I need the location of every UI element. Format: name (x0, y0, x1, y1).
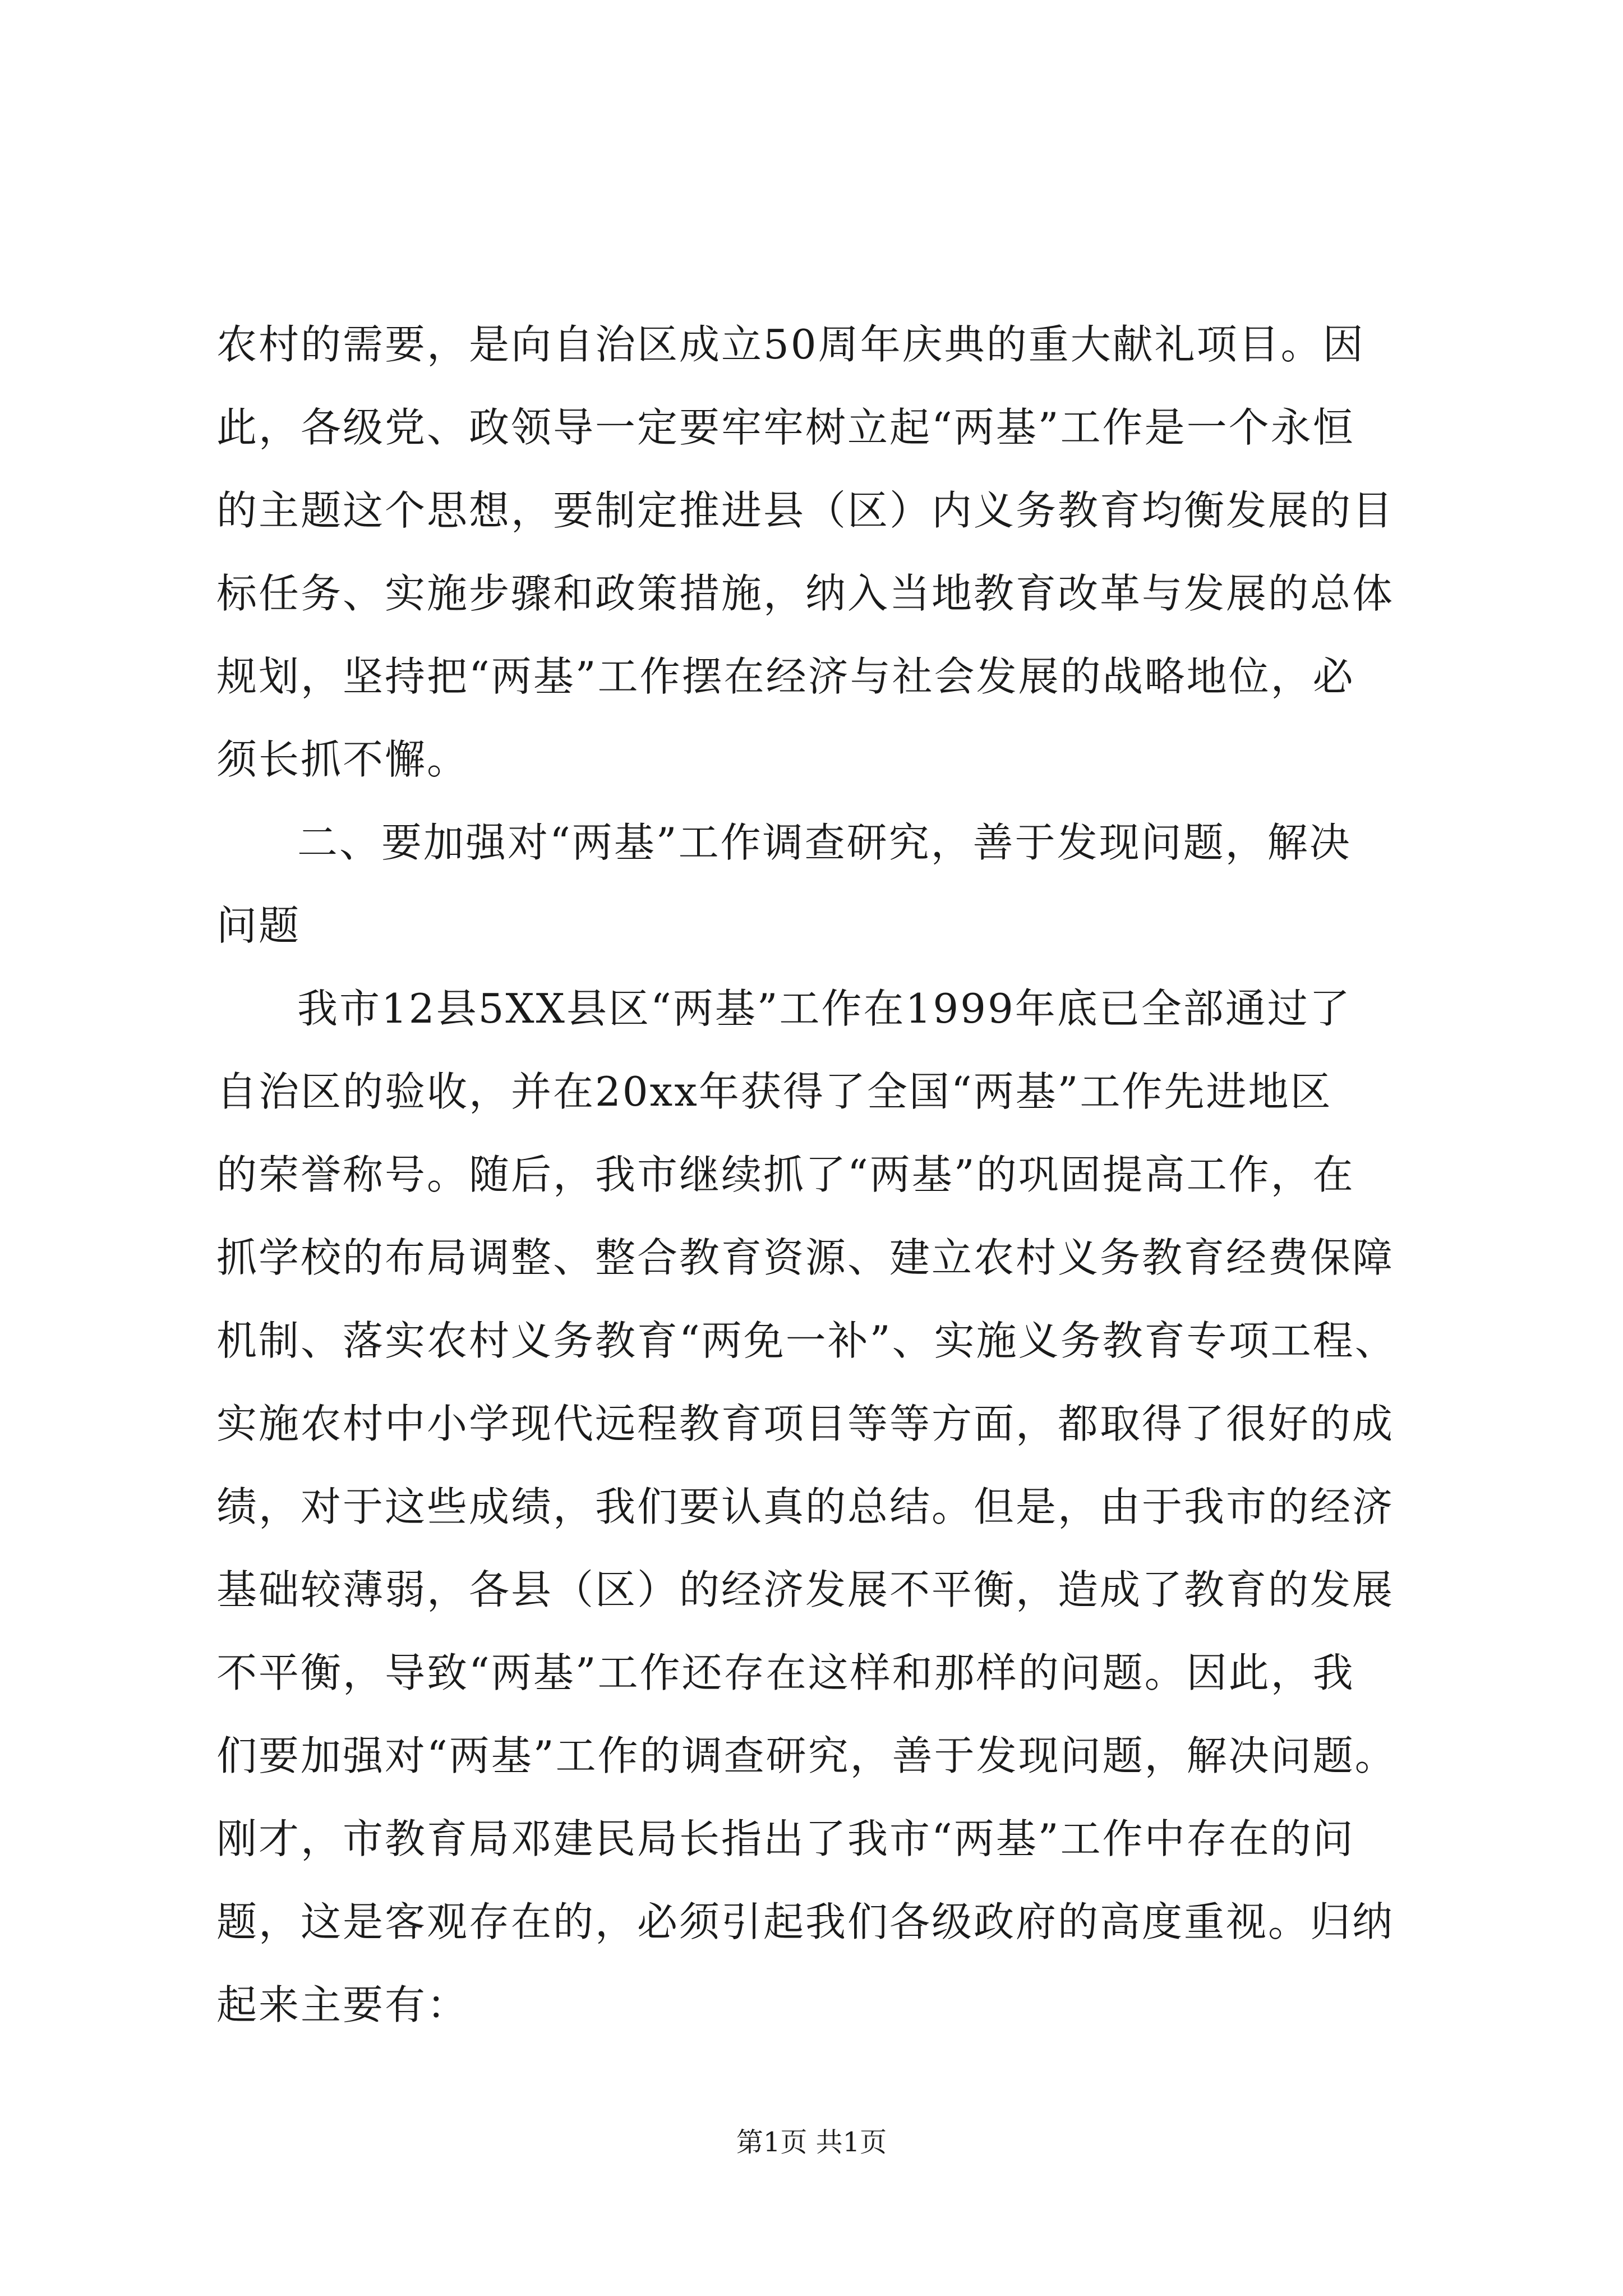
text-line: 起来主要有： (216, 1981, 469, 2028)
text-line: 的主题这个思想，要制定推进县（区）内义务教育均衡发展的目 (216, 487, 1395, 534)
text-line: 农村的需要，是向自治区成立50周年庆典的重大献礼项目。因 (216, 321, 1365, 368)
text-line: 题，这是客观存在的，必须引起我们各级政府的高度重视。归纳 (216, 1898, 1395, 1945)
text-line: 基础较薄弱，各县（区）的经济发展不平衡，造成了教育的发展 (216, 1566, 1395, 1613)
text-line: 标任务、实施步骤和政策措施，纳入当地教育改革与发展的总体 (216, 570, 1395, 617)
text-line: 不平衡，导致“两基”工作还存在这样和那样的问题。因此，我 (216, 1649, 1355, 1696)
text-line: 我市12县5XX县区“两基”工作在1999年底已全部通过了 (297, 985, 1352, 1032)
text-line: 绩，对于这些成绩，我们要认真的总结。但是，由于我市的经济 (216, 1483, 1395, 1530)
text-line: 问题 (216, 902, 301, 949)
text-line: 规划，坚持把“两基”工作摆在经济与社会发展的战略地位，必 (216, 653, 1355, 700)
text-line: 二、要加强对“两基”工作调查研究，善于发现问题，解决 (297, 819, 1352, 866)
text-line: 自治区的验收，并在20xx年获得了全国“两基”工作先进地区 (216, 1068, 1332, 1115)
text-line: 须长抓不懈。 (216, 736, 469, 783)
text-line: 的荣誉称号。随后，我市继续抓了“两基”的巩固提高工作，在 (216, 1151, 1355, 1198)
text-line: 机制、落实农村义务教育“两免一补”、实施义务教育专项工程、 (216, 1317, 1397, 1364)
text-line: 实施农村中小学现代远程教育项目等等方面，都取得了很好的成 (216, 1400, 1395, 1447)
text-line: 们要加强对“两基”工作的调查研究，善于发现问题，解决问题。 (216, 1732, 1397, 1779)
text-line: 抓学校的布局调整、整合教育资源、建立农村义务教育经费保障 (216, 1234, 1395, 1281)
page-footer: 第1页 共1页 (736, 2127, 887, 2158)
document-body (216, 303, 1428, 2046)
text-line: 刚才，市教育局邓建民局长指出了我市“两基”工作中存在的问 (216, 1815, 1355, 1862)
text-line: 此，各级党、政领导一定要牢牢树立起“两基”工作是一个永恒 (216, 404, 1355, 451)
